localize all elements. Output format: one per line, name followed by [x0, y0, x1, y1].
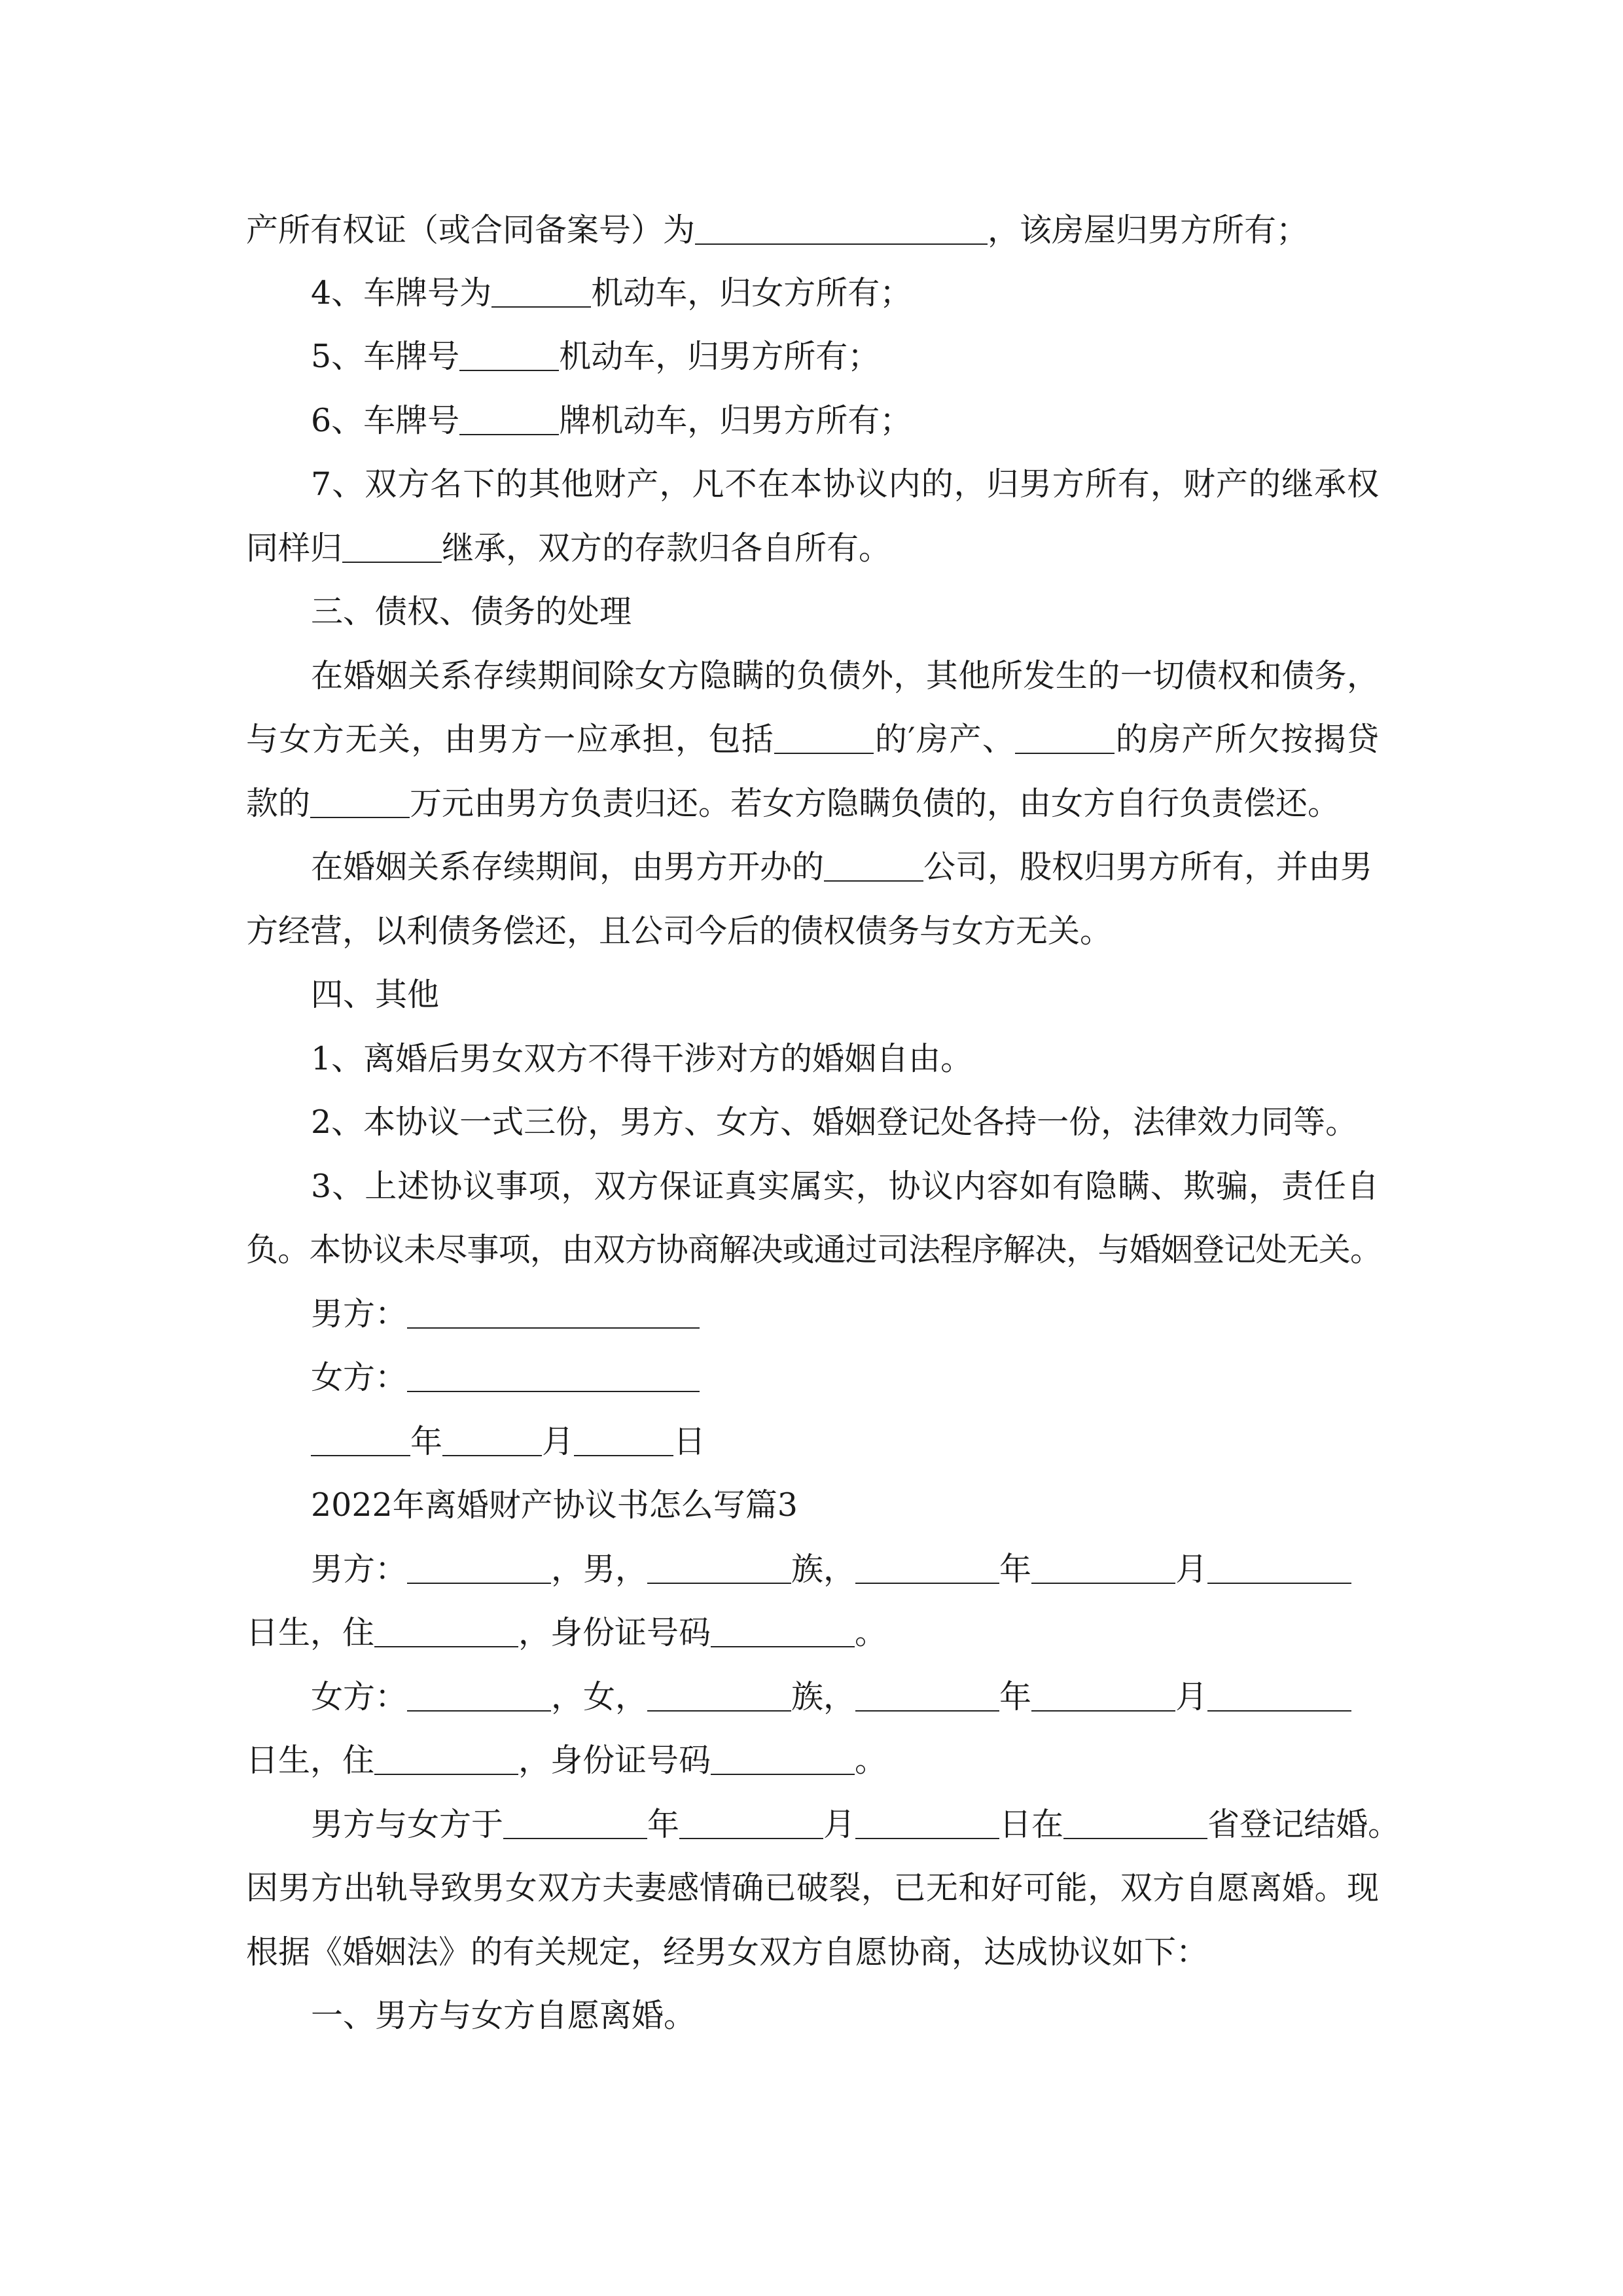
female-info-cont: 日生，住 ，身份证号码 。: [246, 1742, 887, 1779]
blank-field: [855, 1808, 999, 1839]
other-item-3: 3、上述协议事项，双方保证真实属实，协议内容如有隐瞒、欺骗，责任自: [311, 1168, 1379, 1205]
signature-female: 女方：: [311, 1358, 700, 1397]
blank-field: [310, 787, 410, 818]
marriage-reason: 因男方出轨导致男女双方夫妻感情确已破裂，已无和好可能，双方自愿离婚。现: [246, 1869, 1379, 1907]
blank-field: [407, 1552, 551, 1584]
signature-male: 男方：: [311, 1295, 700, 1334]
blank-field: [442, 1425, 542, 1456]
list-item-5: 5、车牌号 机动车，归男方所有；: [311, 338, 880, 375]
blank-field: [1207, 1552, 1351, 1584]
blank-field: [711, 1744, 855, 1775]
blank-field: [679, 1808, 823, 1839]
marriage-agreement: 根据《婚姻法》的有关规定，经男女双方自愿协商，达成协议如下：: [246, 1933, 1209, 1971]
blank-field: [1207, 1680, 1351, 1712]
signature-line: [407, 1297, 700, 1329]
other-item-2: 2、本协议一式三份，男方、女方、婚姻登记处各持一份，法律效力同等。: [311, 1103, 1358, 1141]
male-info-cont: 日生，住 ，身份证号码 。: [246, 1614, 887, 1651]
blank-field: [647, 1552, 791, 1584]
signature-line: [407, 1361, 700, 1392]
blank-field: [503, 1808, 647, 1839]
blank-field: [342, 531, 442, 563]
section-heading-4: 四、其他: [311, 976, 440, 1013]
date-line: 年 月 日: [311, 1422, 705, 1462]
blank-field: [647, 1680, 791, 1712]
blank-field: [491, 276, 591, 308]
other-item-3-cont: 负。本协议未尽事项，由双方协商解决或通过司法程序解决，与婚姻登记处无关。: [246, 1231, 1382, 1268]
blank-field: [374, 1616, 518, 1647]
blank-field: [695, 213, 988, 245]
blank-field: [311, 1425, 410, 1456]
paragraph-debt-cont2: 款的 万元由男方负责归还。若女方隐瞒负债的，由女方自行负责偿还。: [246, 785, 1340, 822]
blank-field: [1031, 1680, 1175, 1712]
blank-field: [711, 1616, 855, 1647]
paragraph-property-cert: 产所有权证（或合同备案号）为 ，该房屋归男方所有；: [246, 211, 1309, 249]
marriage-registration: 男方与女方于 年 月 日在 省登记结婚。: [311, 1806, 1400, 1843]
paragraph-company: 在婚姻关系存续期间，由男方开办的 公司，股权归男方所有，并由男: [311, 848, 1373, 886]
blank-field: [855, 1552, 999, 1584]
blank-field: [459, 340, 559, 371]
other-item-1: 1、离婚后男女双方不得干涉对方的婚姻自由。: [311, 1040, 973, 1077]
blank-field: [824, 850, 923, 882]
blank-field: [374, 1744, 518, 1775]
paragraph-debt: 在婚姻关系存续期间除女方隐瞒的负债外，其他所发生的一切债权和债务，: [311, 657, 1379, 694]
list-item-7-cont: 同样归 继承，双方的存款归各自所有。: [246, 529, 891, 567]
blank-field: [774, 723, 874, 754]
blank-field: [855, 1680, 999, 1712]
blank-field: [459, 404, 559, 435]
blank-field: [1015, 723, 1115, 754]
list-item-4: 4、车牌号为 机动车，归女方所有；: [311, 274, 912, 312]
blank-field: [1031, 1552, 1175, 1584]
clause-1: 一、男方与女方自愿离婚。: [311, 1997, 696, 2034]
blank-field: [574, 1425, 673, 1456]
blank-field: [407, 1680, 551, 1712]
section-heading-3: 三、债权、债务的处理: [311, 593, 632, 630]
list-item-7: 7、双方名下的其他财产，凡不在本协议内的，归男方所有，财产的继承权: [311, 465, 1379, 503]
male-info: 男方： ，男， 族， 年 月: [311, 1550, 1351, 1589]
list-item-6: 6、车牌号 牌机动车，归男方所有；: [311, 402, 912, 439]
blank-field: [1063, 1808, 1207, 1839]
paragraph-debt-cont: 与女方无关，由男方一应承担，包括 的′房产、 的房产所欠按揭贷: [246, 721, 1379, 758]
paragraph-company-cont: 方经营，以利债务偿还，且公司今后的债权债务与女方无关。: [246, 912, 1113, 950]
section-title-3: 2022年离婚财产协议书怎么写篇3: [311, 1486, 798, 1524]
female-info: 女方： ，女， 族， 年 月: [311, 1677, 1351, 1717]
